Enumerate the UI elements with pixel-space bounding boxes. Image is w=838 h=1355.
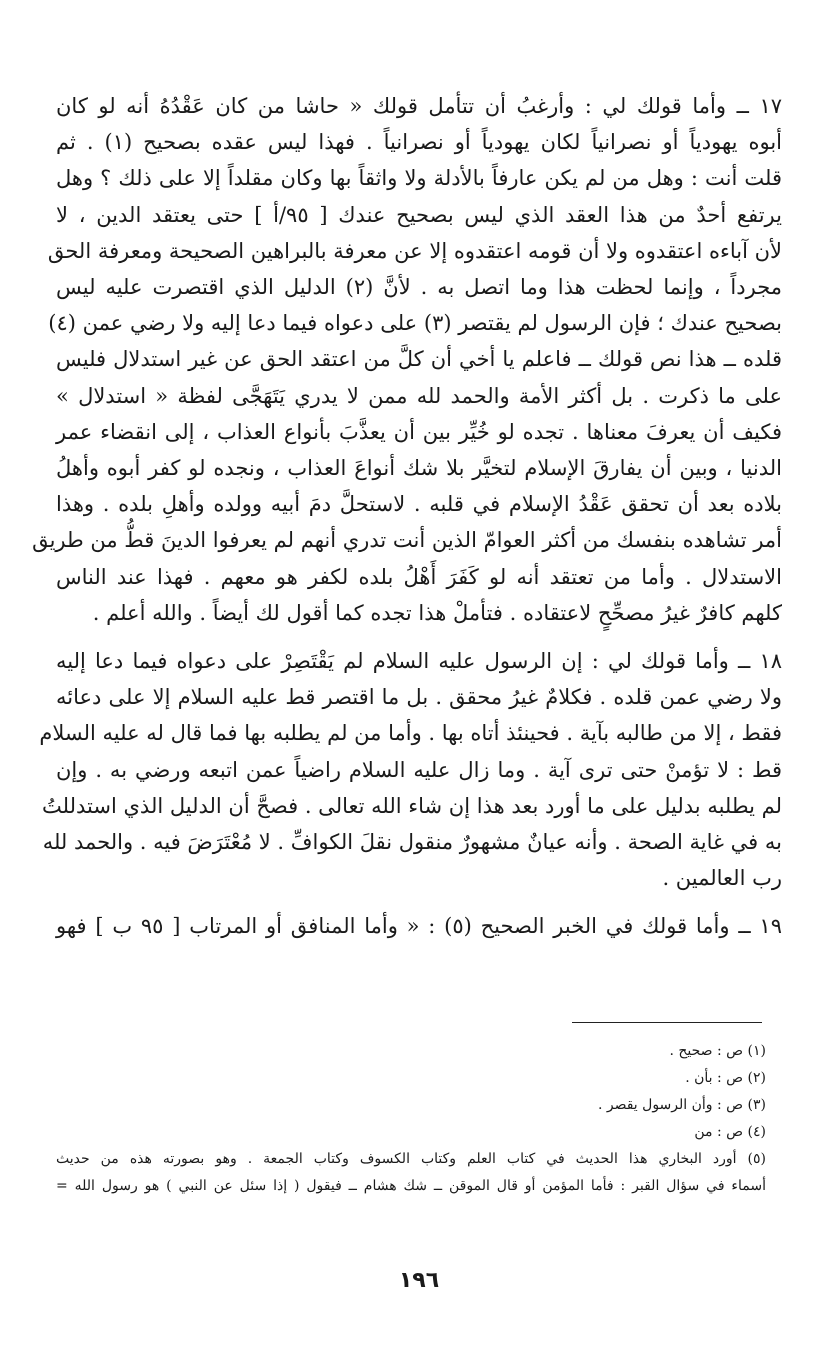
text-line: كلهم كافرٌ غيرُ مصحِّحٍ لاعتقاده . فتأملْ هذا تجده كما أقول لك أيضاً . والله أعلم . [92,600,782,625]
text-line: الدنيا ، وبين أن يفارقَ الإسلام لتخيَّر بلا شك أنواعَ العذاب ، ونجده لو كفر أبوه وأهلُ [56,456,782,481]
footnote-5-continued: أسماء في سؤال القبر : فأما المؤمن أو قال الموقن ــ شك هشام ــ فيقول ( إذا سئل عن النبي ) هو رسول الله = [56,1178,766,1194]
text-line: مجرداً ، وإنما لحظت هذا وما اتصل به . لأنَّ (٢) الدليل الذي اقتصرت عليه ليس [56,275,782,300]
footnote-4: (٤) ص : من [694,1124,766,1140]
page-number: ١٩٦ [398,1268,440,1293]
text-line: بصحيح عندك ؛ فإن الرسول لم يقتصر (٣) على دعواه فيما دعا إليه ولا رضي عمن (٤) [48,311,782,336]
text-line: قلت أنت : وهل من لم يكن عارفاً بالأدلة ولا واثقاً بها وكان مقلداً إلا على ذلك ؟ وهل [56,166,782,191]
text-line: يرتفع أحدٌ من هذا العقد الذي ليس بصحيح عندك [ ٩٥/أ ] حتى يعتقد الدين ، لا [56,202,782,227]
text-line: على ما ذكرت . بل أكثر الأمة والحمد لله ممن لا يدري يَتَهَجَّى لفظة « استدلال » [56,383,782,408]
text-line: قط : لا تؤمنْ حتى ترى آية . وما زال عليه السلام راضياً عمن اتبعه ورضي به . وإن [56,757,782,782]
page-body [32,88,782,945]
text-line: أمر تشاهده بنفسك من أكثر العوامّ الذين أنت تدري أنهم لم يعرفوا الدينَ قطُّ من طريق [32,528,782,553]
text-line: لم يطلبه بدليل على ما أورد بعد هذا إن شاء الله تعالى . فصحَّ أن الدليل الذي استدللتُ [42,793,782,818]
text-line: ١٩ ــ وأما قولك في الخبر الصحيح (٥) : « وأما المنافق أو المرتاب [ ٩٥ ب ] فهو [56,914,782,939]
footnote-3: (٣) ص : وأن الرسول يقصر . [597,1097,766,1113]
text-line: لأن آباءه اعتقدوه ولا أن قومه اعتقدوه إلا عن معرفة بالبراهين الصحيحة ومعرفة الحق [47,238,782,263]
text-line: ولا رضي عمن قلده . فكلامٌ غيرُ محقق . بل ما اقتصر قط عليه السلام إلا على دعائه [56,685,782,710]
paragraph-18 [39,643,782,896]
text-line: رب العالمين . [662,866,782,891]
paragraph-17 [32,88,782,631]
text-line: الاستدلال . وأما من تعتقد أنه لو كَفَرَ أَهْلُ بلده لكفر هو معهم . فهذا عند الناس [56,564,782,589]
text-line: فقط ، إلا من طالبه بآية . فحينئذ أتاه بها . وأما من لم يطلبه بها فما قال له عليه السلام [39,721,782,746]
text-line: ١٨ ــ وأما قولك لي : إن الرسول عليه السلام لم يَقْتَصِرْ على دعواه فيما دعا إليه [56,649,782,674]
text-line: فكيف أن يعرفَ معناها . تجده لو خُيِّر بين أن يعذَّبَ بأنواع العذاب ، إلى انقضاء عمر [56,419,782,444]
footnote-5: (٥) أورد البخاري هذا الحديث في كتاب العلم وكتاب الكسوف وكتاب الجمعة . وهو بصورته هذه من حديث [56,1151,766,1167]
footnote-separator [572,1022,762,1023]
footnotes [56,1038,766,1200]
text-line: قلده ــ هذا نص قولك ــ فاعلم يا أخي أن كلَّ من اعتقد الحق عن غير استدلال فليس [56,347,782,372]
paragraph-19 [56,908,782,944]
text-line: أبوه يهودياً أو نصرانياً لكان يهودياً أو نصرانياً . فهذا ليس عقده بصحيح (١) . ثم [56,130,782,155]
text-line: ١٧ ــ وأما قولك لي : وأرغبُ أن تتأمل قولك « حاشا من كان عَقْدُهُ أنه لو كان [56,94,782,118]
footnote-1: (١) ص : صحيح . [669,1043,766,1059]
text-line: به في غاية الصحة . وأنه عيانٌ مشهورٌ منقول نقلَ الكوافِّ . لا مُعْتَرَضَ فيه . والحمد لله [42,830,782,855]
footnote-2: (٢) ص : بأن . [685,1070,766,1086]
text-line: بلاده بعد أن تحقق عَقْدُ الإسلام في قلبه . لاستحلَّ دمَ أبيه وولده وأهلِ بلده . وهذا [56,492,782,517]
